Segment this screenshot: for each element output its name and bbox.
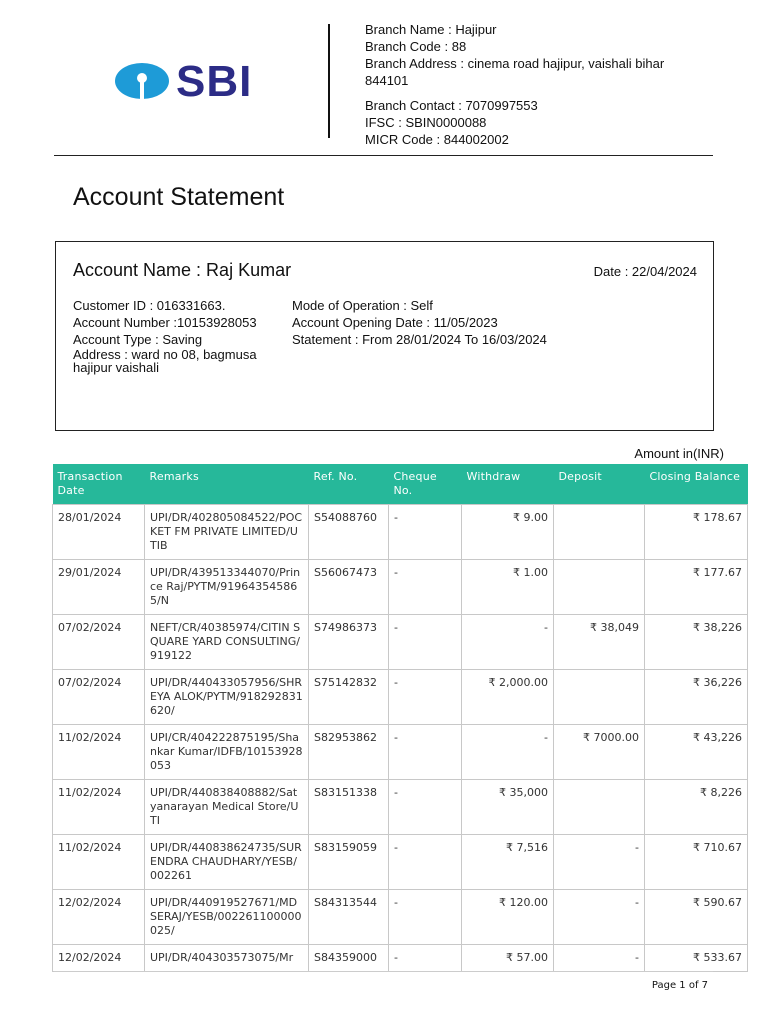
cell-withdraw: ₹ 57.00	[462, 945, 554, 972]
page-number: Page 1 of 7	[651, 980, 708, 991]
branch-micr: MICR Code : 844002002	[365, 132, 509, 147]
table-row	[53, 670, 748, 725]
customer-id: Customer ID : 016331663.	[73, 298, 226, 313]
amount-currency-note: Amount in(INR)	[634, 446, 724, 461]
table-header-row	[53, 464, 748, 505]
cell-remarks: UPI/DR/404303573075/Mr	[145, 945, 309, 972]
cell-remarks: UPI/DR/402805084522/POCKET FM PRIVATE LIMITED/UTIB	[145, 505, 309, 560]
header-remarks: Remarks	[145, 464, 309, 505]
cell-remarks: UPI/DR/440919527671/MDSERAJ/YESB/002261100000025/	[145, 890, 309, 945]
sbi-logo-icon	[114, 62, 170, 100]
cell-withdraw: ₹ 7,516	[462, 835, 554, 890]
cell-closing-balance: ₹ 43,226	[645, 725, 748, 780]
cell-cheque-no: -	[389, 615, 462, 670]
cell-cheque-no: -	[389, 835, 462, 890]
cell-deposit: -	[554, 835, 645, 890]
cell-ref-no: S83159059	[309, 835, 389, 890]
cell-cheque-no: -	[389, 560, 462, 615]
table-row	[53, 780, 748, 835]
transactions-table	[52, 464, 748, 972]
cell-closing-balance: ₹ 590.67	[645, 890, 748, 945]
branch-code: Branch Code : 88	[365, 39, 467, 54]
cell-deposit	[554, 670, 645, 725]
cell-withdraw: -	[462, 615, 554, 670]
cell-deposit: ₹ 7000.00	[554, 725, 645, 780]
table-row	[53, 835, 748, 890]
branch-ifsc: IFSC : SBIN0000088	[365, 115, 487, 130]
cell-deposit	[554, 780, 645, 835]
cell-ref-no: S56067473	[309, 560, 389, 615]
sbi-logo	[114, 57, 274, 106]
cell-date: 28/01/2024	[53, 505, 145, 560]
cell-closing-balance: ₹ 177.67	[645, 560, 748, 615]
cell-date: 11/02/2024	[53, 780, 145, 835]
branch-address: Branch Address : cinema road hajipur, vaishali bihar 844101	[365, 56, 665, 88]
statement-period: Statement : From 28/01/2024 To 16/03/2024	[292, 332, 547, 347]
table-row	[53, 945, 748, 972]
account-details-box	[55, 241, 714, 431]
branch-contact: Branch Contact : 7070997553	[365, 98, 538, 113]
cell-deposit	[554, 505, 645, 560]
header-transaction-date: Transaction Date	[53, 464, 145, 505]
cell-remarks: NEFT/CR/40385974/CITIN SQUARE YARD CONSULTING/919122	[145, 615, 309, 670]
account-opening-date: Account Opening Date : 11/05/2023	[292, 315, 498, 330]
cell-ref-no: S83151338	[309, 780, 389, 835]
cell-cheque-no: -	[389, 670, 462, 725]
cell-ref-no: S74986373	[309, 615, 389, 670]
header-ref-no: Ref. No.	[309, 464, 389, 505]
account-address: Address : ward no 08, bagmusa hajipur vaishali	[73, 347, 257, 375]
cell-withdraw: -	[462, 725, 554, 780]
cell-withdraw: ₹ 1.00	[462, 560, 554, 615]
cell-closing-balance: ₹ 38,226	[645, 615, 748, 670]
cell-ref-no: S84313544	[309, 890, 389, 945]
mode-of-operation: Mode of Operation : Self	[292, 298, 433, 313]
header-deposit: Deposit	[554, 464, 645, 505]
branch-name: Branch Name : Hajipur	[365, 22, 497, 37]
header-rule	[54, 155, 713, 156]
cell-closing-balance: ₹ 178.67	[645, 505, 748, 560]
cell-ref-no: S54088760	[309, 505, 389, 560]
sbi-logo-text: SBI	[176, 57, 253, 106]
cell-date: 07/02/2024	[53, 615, 145, 670]
cell-ref-no: S82953862	[309, 725, 389, 780]
cell-withdraw: ₹ 2,000.00	[462, 670, 554, 725]
cell-ref-no: S84359000	[309, 945, 389, 972]
cell-date: 11/02/2024	[53, 835, 145, 890]
header-divider	[328, 24, 330, 138]
account-name: Account Name : Raj Kumar	[73, 260, 292, 280]
cell-cheque-no: -	[389, 890, 462, 945]
table-row	[53, 560, 748, 615]
table-row	[53, 725, 748, 780]
account-details-left	[73, 297, 273, 374]
statement-date: Date : 22/04/2024	[593, 264, 697, 279]
header-cheque-no: Cheque No.	[389, 464, 462, 505]
cell-closing-balance: ₹ 36,226	[645, 670, 748, 725]
cell-cheque-no: -	[389, 725, 462, 780]
cell-closing-balance: ₹ 533.67	[645, 945, 748, 972]
branch-info	[365, 21, 685, 148]
cell-date: 07/02/2024	[53, 670, 145, 725]
cell-withdraw: ₹ 9.00	[462, 505, 554, 560]
table-row	[53, 505, 748, 560]
cell-cheque-no: -	[389, 505, 462, 560]
cell-closing-balance: ₹ 8,226	[645, 780, 748, 835]
cell-remarks: UPI/CR/404222875195/Shankar Kumar/IDFB/10153928053	[145, 725, 309, 780]
cell-remarks: UPI/DR/440838408882/Satyanarayan Medical Store/UTI	[145, 780, 309, 835]
cell-date: 11/02/2024	[53, 725, 145, 780]
cell-date: 12/02/2024	[53, 945, 145, 972]
table-row	[53, 890, 748, 945]
cell-date: 29/01/2024	[53, 560, 145, 615]
cell-deposit: ₹ 38,049	[554, 615, 645, 670]
account-type: Account Type : Saving	[73, 332, 203, 347]
account-number: Account Number :10153928053	[73, 315, 257, 330]
footer-rule	[54, 971, 713, 972]
cell-deposit	[554, 560, 645, 615]
cell-deposit: -	[554, 890, 645, 945]
header-closing-balance: Closing Balance	[645, 464, 748, 505]
cell-remarks: UPI/DR/440838624735/SURENDRA CHAUDHARY/YESB/002261	[145, 835, 309, 890]
cell-remarks: UPI/DR/439513344070/Prince Raj/PYTM/919643545865/N	[145, 560, 309, 615]
page-title: Account Statement	[73, 183, 285, 211]
cell-closing-balance: ₹ 710.67	[645, 835, 748, 890]
cell-withdraw: ₹ 120.00	[462, 890, 554, 945]
cell-cheque-no: -	[389, 780, 462, 835]
header-withdraw: Withdraw	[462, 464, 554, 505]
table-row	[53, 615, 748, 670]
cell-date: 12/02/2024	[53, 890, 145, 945]
cell-remarks: UPI/DR/440433057956/SHREYA ALOK/PYTM/918292831620/	[145, 670, 309, 725]
account-details-right	[292, 297, 622, 348]
cell-withdraw: ₹ 35,000	[462, 780, 554, 835]
cell-deposit: -	[554, 945, 645, 972]
cell-ref-no: S75142832	[309, 670, 389, 725]
cell-cheque-no: -	[389, 945, 462, 972]
